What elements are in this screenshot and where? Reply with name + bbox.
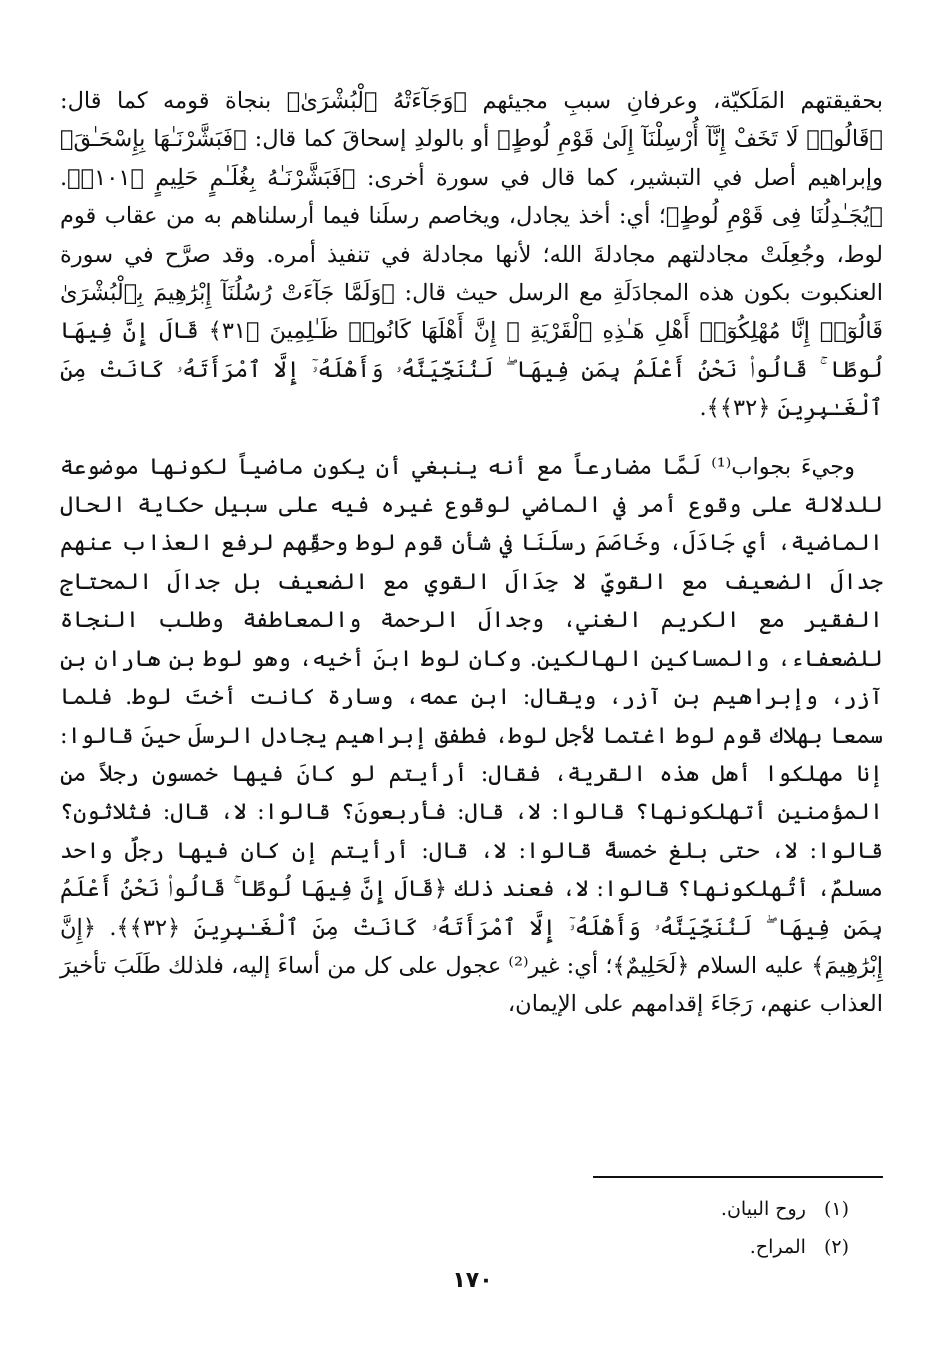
- page-body: [60, 82, 883, 1024]
- footnote-1-text: روح البيان.: [720, 1198, 806, 1220]
- footnote-separator: [593, 1176, 883, 1178]
- footnote-2-text: المراح.: [749, 1236, 806, 1258]
- paragraph-1: بحقيقتهم المَلَكيّة، وعرفانِ سببِ مجيئهم ﴿وَجَآءَتْهُ ٱلْبُشْرَىٰ﴾ بنجاة قومه كما قال: ﴿قَالُوا۟ لَا تَخَفْ إِنَّآ أُرْسِلْنَآ إِلَىٰ قَوْمِ لُوطٍ﴾ أو بالولدِ إسحاقَ كما قال: ﴿فَبَشَّرْنَـٰهَا بِإِسْحَـٰقَ﴾ وإبراهيم أصل في التبشير، كما قال في سورة أخرى: ﴿فَبَشَّرْنَـٰهُ بِغُلَـٰمٍ حَلِيمٍ ﴿١٠١﴾﴾. ﴿يُجَـٰدِلُنَا فِى قَوْمِ لُوطٍ﴾؛ أي: أخذ يجادل، ويخاصم رسلَنا فيما أرسلناهم به من عقاب قوم لوط، وجُعِلَتْ مجادلتهم مجادلةَ الله؛ لأنها مجادلة في تنفيذ أمره. وقد صرَّح في سورة العنكبوت بكون هذه المجادَلَةِ مع الرسل حيث قال: ﴿وَلَمَّا جَآءَتْ رُسُلُنَآ إِبْرَٰهِيمَ بِٱلْبُشْرَىٰ قَالُوٓا۟ إِنَّا مُهْلِكُوٓا۟ أَهْلِ هَـٰذِهِ ٱلْقَرْيَةِ ۖ إِنَّ أَهْلَهَا كَانُوا۟ ظَـٰلِمِينَ ﴿٣١﴾ قَالَ إِنَّ فِيهَا لُوطًا ۚ قَالُوا۟ نَحْنُ أَعْلَمُ بِمَن فِيهَا ۖ لَنُنَجِّيَنَّهُۥ وَأَهْلَهُۥٓ إِلَّا ٱمْرَأَتَهُۥ كَانَتْ مِنَ ٱلْغَـٰبِرِينَ ﴿٣٢﴾﴾.: [60, 88, 884, 422]
- paragraph-2: وجيءَ بجواب⁽¹⁾ لَمَّا مضارعاً مع أنه ينبغي أن يكون ماضياً لكونها موضوعة للدلالة على وقوع أمر في الماضي لوقوع غيره فيه على سبيل حكاية الحال الماضية، أي جَادَلَ، وخَاصَمَ رسلَنَا في شأن قوم لوط وحقِّهم لرفع العذاب عنهم جدالَ الضعيف مع القويِّ لا جِدَالَ القوي مع الضعيف بل جدالَ المحتاج الفقير مع الكريم الغني، وجدالَ الرحمة والمعاطفة وطلب النجاة للضعفاء، والمساكين الهالكين. وكان لوط ابنَ أخيه، وهو لوط بن هاران بن آزر، وإبراهيم بن آزر، ويقال: ابن عمه، وسارة كانت أختَ لوط. فلما سمعا بهلاك قوم لوط اغتما لأجل لوط، فطفق إبراهيم يجادل الرسلَ حينَ قالوا: إنا مهلكوا أهل هذه القرية، فقال: أرأيتم لو كانَ فيها خمسون رجلاً من المؤمنين أتهلكونها؟ قالوا: لا، قال: فأربعونَ؟ قالوا: لا، قال: فثلاثون؟ قالوا: لا، حتى بلغ خمسةً قالوا: لا، قال: أرأيتم إن كان فيها رجلٌ واحد مسلمٌ، أتُهلكونها؟ قالوا: لا، فعند ذلك ﴿قَالَ إِنَّ فِيهَا لُوطًا ۚ قَالُوا۟ نَحْنُ أَعْلَمُ بِمَن فِيهَا ۖ لَنُنَجِّيَنَّهُۥ وَأَهْلَهُۥٓ إِلَّا ٱمْرَأَتَهُۥ كَانَتْ مِنَ ٱلْغَـٰبِرِينَ ﴿٣٢﴾﴾. ﴿إِنَّ إِبْرَٰهِيمَ﴾ عليه السلام ﴿لَحَلِيمٌ﴾؛ أي: غير⁽²⁾ عجول على كل من أساءَ إليه، فلذلك طَلَبَ تأخيرَ العذاب عنهم، رَجَاءَ إقدامهم على الإيمان،: [60, 453, 883, 1018]
- footnote-1-number: (١): [823, 1198, 849, 1220]
- footnote-2: [721, 1228, 849, 1266]
- footnote-2-number: (٢): [823, 1236, 849, 1258]
- footnote-1: [721, 1190, 849, 1228]
- footnotes: [721, 1190, 849, 1266]
- page-number: ١٧٠: [452, 1268, 493, 1293]
